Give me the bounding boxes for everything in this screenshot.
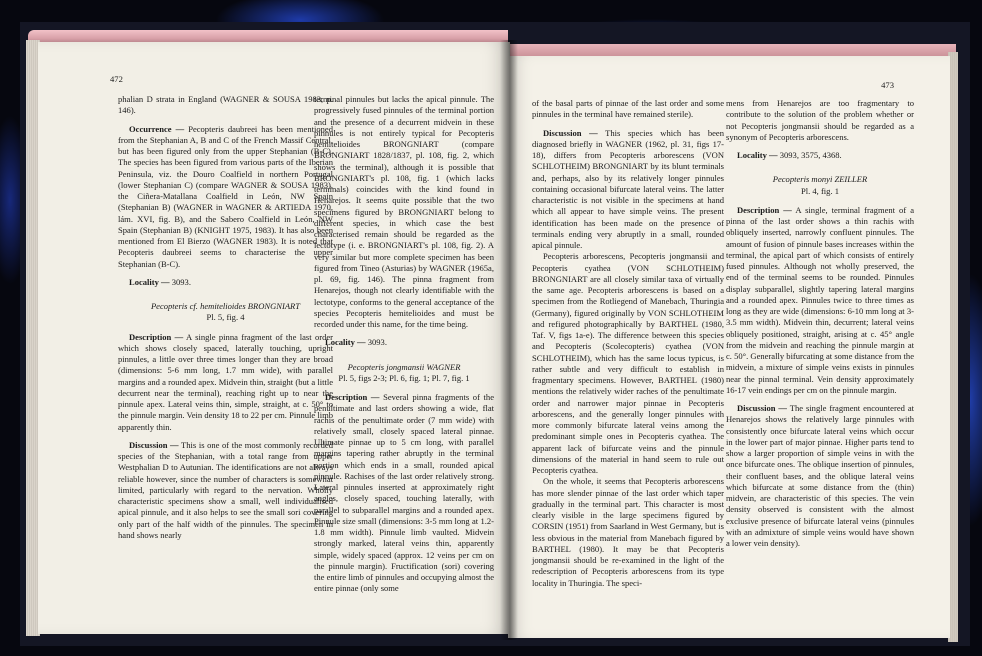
species-heading [118, 301, 333, 312]
section-label: Locality — [129, 276, 170, 287]
section-label: Locality — [325, 337, 366, 348]
species-heading [726, 174, 914, 185]
section-label: Discussion — [543, 127, 598, 138]
paragraph [118, 277, 333, 288]
page-number: 472 [110, 74, 123, 84]
paragraph-text: Several pinna fragments of the penultimate and last orders showing a wide, flat rachis of the penultimate order (7 mm wide) with relatively small, closely spaced lateral pinnae. Ultimate pinnae up to 5 cm long, with parallel margins tapering rather abruptly in the terminal portion which ends in a small, rounded apical pinnule. Rachises of the last order relatively strong. Lateral pinnules inserted at approximately right angles, closely spaced, touching laterally, with parallel to subparallel margins and a rounded apex. Pinnule size small (dimensions: 3-5 mm long at 1.2-1.8 mm width). Pinnule limb vaulted. Midvein strongly marked, lateral veins thin, apparently simple, widely spaced (approx. 12 veins per cm on the pinnule margin). Fructification (sori) covering the entire limb of pinnules and occupying almost the entire pinnae (only some [314, 392, 494, 594]
left-page-column-2 [314, 94, 494, 595]
right-page [508, 56, 950, 638]
paragraph-text: Pl. 5, figs 2-3; Pl. 6, fig. 1; Pl. 7, fig. 1 [338, 372, 470, 383]
paragraph-text: Pecopteris cf. hemitelioides BRONGNIART [150, 301, 301, 311]
paragraph-text: Pl. 5, fig. 4 [206, 312, 245, 323]
section-label: Discussion — [129, 439, 179, 450]
section-label: Occurrence — [129, 123, 185, 134]
paragraph [118, 440, 333, 541]
section-label: Description — [737, 204, 792, 215]
paragraph [118, 124, 333, 270]
paragraph [118, 94, 333, 117]
paragraph-text: 3093. [169, 276, 191, 287]
paragraph [118, 332, 333, 433]
left-page-column-1 [118, 94, 333, 541]
paragraph [532, 251, 724, 476]
paragraph-text: mens from Henarejos are too fragmentary to contribute to the solution of the problem whether or not Pecopteris jongmansii should be regarded as a synonym of Pecopteris arborescens. [726, 98, 914, 142]
paragraph-text: Pecopteris jongmansii WAGNER [347, 361, 461, 372]
section-label: Discussion — [737, 403, 787, 413]
paragraph [726, 98, 914, 143]
plate-reference [118, 312, 333, 323]
paragraph [726, 403, 914, 549]
paragraph [532, 476, 724, 589]
paragraph-text: This is one of the most commonly recorded species of the Stephanian, with a total range from upper Westphalian D to Autunian. The identifications are not always reliable however, since the number of characters is somewhat limited, particularly with regard to the nervation. Wholly characteristic specimens show a small, well individualised apical pinnule, and it also helps to see the small sori covering only part of the half width of the pinnules. The specimen in hand shows nearly [118, 439, 333, 540]
paragraph [314, 392, 494, 595]
paragraph-text: phalian D strata in England (WAGNER & SOUSA 1983, p. 146). [118, 94, 333, 116]
paragraph-text: Pl. 4, fig. 1 [801, 185, 839, 196]
paragraph [314, 94, 494, 330]
section-label: Description — [129, 331, 184, 342]
right-page-column-1 [532, 98, 724, 589]
paragraph-text: A single pinna fragment of the last order which shows closely spaced, laterally touching, upright pinnules, a little over three times longer than they are broad (dimensions: 5-6 mm long, 1.7 mm wide), with parallel margins and a rounded apex. Midvein thin, straight (but a little decurrent near the terminal), reaching right up to near the pinnule apex. Lateral veins thin, simple, straight, at c. 50° to the pinnule margin. Vein density 18 to 22 per cm. Pinnule limb apparently thin. [118, 331, 333, 432]
paragraph-text: 3093, 3575, 4368. [777, 150, 842, 160]
paragraph [532, 128, 724, 252]
paragraph-text: 3093. [365, 337, 387, 348]
paragraph [726, 150, 914, 161]
left-page [38, 42, 510, 634]
paragraph-text: This species which has been diagnosed briefly in WAGNER (1962, pl. 31, figs 17-18), differs from Pecopteris arborescens (VON SCHLOTHEIM) BRONGNIART by its blunt terminals and, perhaps, also by its relatively longer pinnules containing occasional bifurcate lateral veins. The latter characteristic is not visible in the specimens at hand which all appear to have simple veins. The present identification has been made on the presence of terminals ending very abruptly in a small, rounded apical pinnule. [532, 127, 724, 250]
section-label: Description — [325, 392, 380, 402]
paragraph-text: Pecopteris daubreei has been mentioned from the Stephanian A, B and C of the French Massif Central, but has been figured only from the upper Stephanian (B-C). The species has been figured from various parts of the Iberian Peninsula, viz. the Douro Coalfield in northern Portugal (lower Stephanian C) (compare WAGNER & SOUSA 1983), the Ciñera-Matallana Coalfield in León, NW Spain (Stephanian B) (WAGNER in WAGNER & ARTIEDA 1970, lám. XVI, fig. B), and the Sabero Coalfield in León, NW Spain (Stephanian B) (KNIGHT 1975, 1983). It has also been mentioned from El Bierzo (WAGNER 1983). It is noted that Pecopteris daubreei seems to characterise the upper Stephanian (B-C). [118, 123, 333, 269]
plate-reference [726, 186, 914, 197]
paragraph-text: Pecopteris arborescens, Pecopteris jongmansii and Pecopteris cyathea (VON SCHLOTHEIM) BRONGNIART are all closely similar taxa of virtually the same age. Pecopteris arborescens is based on a specimen from the Rotliegend of Manebach, Thuringia (Germany), figured originally by VON SCHLOTHEIM and refigured photographically by BARTHEL (1980, Taf. V, figs 1a-e). The difference between this species and Pecopteris (Scolecopteris) cyathea (VON SCHLOTHEIM), which has the same locus typicus, is rather subtle and very difficult to establish in fragmentary specimens. However, BARTHEL (1980) mentions the relatively wider raches of the penultimate order and narrower major pinnae in Pecopteris arborescens, and the generally longer pinnules with more commonly bifurcate lateral veins among the predominant simple ones in Pecopteris cyathea. The apparent lack of bifurcate veins and the pinnule dimensions of the material in hand seem to rule out Pecopteris cyathea. [532, 251, 724, 475]
section-label: Locality — [737, 150, 778, 160]
right-page-column-2 [726, 98, 914, 549]
paragraph-text: On the whole, it seems that Pecopteris arborescens has more slender pinnae of the last order which taper gradually in the terminal part. This character is most clearly visible in the large specimens figured by CORSIN (1951) from Saarland in West Germany, but is less obvious in the material from Manebach figured by BARTHEL (1980). It may be that Pecopteris jongmansii should be re-examined in the light of the redescription of Pecopteris arborescens from its type locality in Thuringia. The speci- [532, 476, 724, 588]
paragraph-text: A single, terminal fragment of a pinna of the last order shows a thin rachis with obliquely inserted, narrowly confluent pinnules. The amount of fusion of pinnule bases increases within the terminal, the apical part of which consists of entirely fused pinnules. Although not wholly preserved, the end of the terminal seems to be rounded. Pinnules display subparallel, slightly tapering lateral margins and a rounded apex. Pinnules twice to three times as long as they are wide (dimensions: 6-10 mm long at 3-3.5 mm width). Midvein thin, decurrent; lateral veins obliquely positioned, straight, arising at c. 45° angle from the midvein and reaching the pinnule margin at c. 50°. Generally bifurcating at some distance from the midvein, a mixture of simple veins exists in pinnules near the pinnal terminal. Vein density approximately 16-17 vein endings per cm on the pinnule margin. [726, 204, 914, 395]
paragraph [532, 98, 724, 121]
species-heading [314, 362, 494, 373]
page-number: 473 [881, 80, 894, 90]
paragraph-text: The single fragment encountered at Henarejos shows the relatively large pinnules with consistently once bifurcate lateral veins which occur in the lower part of major pinnae. Higher parts tend to show a larger proportion of simple veins in with the once bifurcate ones. The oblique insertion of pinnules, their confluent bases, and the oblique lateral veins which bifurcate at some distance from the (thin) midvein, are characteristic of this species. The vein density observed is consistent with the almost exclusive presence of bifurcate lateral veins (pinnules with an admixture of simple veins would have shown a lower vein density). [726, 403, 914, 548]
paragraph [726, 205, 914, 396]
paragraph [314, 337, 494, 348]
plate-reference [314, 373, 494, 384]
paragraph-text: Pecopteris monyi ZEILLER [772, 174, 868, 185]
book-spine-shadow [500, 40, 518, 640]
paragraph-text: of the basal parts of pinnae of the last order and some pinnules in the terminal have remained sterile). [532, 98, 724, 120]
paragraph-text: terminal pinnules but lacks the apical pinnule. The progressively fused pinnules of the terminal portion and the presence of a decurrent midvein in these pinnules is not entirely typical for Pecopteris hemitelioides BRONGNIART (compare BRONGNIART 1828/1837, pl. 108, fig. 2, which shows the terminal), although it is possible that BRONGNIART's pl. 108, fig. 1 (which lacks terminals) coincides with the kind found in Henarejos. It seems quite possible that the two specimens figured by BRONGNIART belong to different species, in which case the best characterised remain should be regarded as the lectotype (i. e. BRONGNIART's pl. 108, fig. 2). A very similar but more complete specimen has been figured from Tineo (Asturias) by WAGNER (1965a, pl. 69, fig. 146). The pinna fragment from Henarejos, though not clearly identifiable with the lectotype, conforms to the general acceptance of the species Pecopteris hemitelioides and must be recorded under this name, for the time being. [314, 94, 494, 329]
